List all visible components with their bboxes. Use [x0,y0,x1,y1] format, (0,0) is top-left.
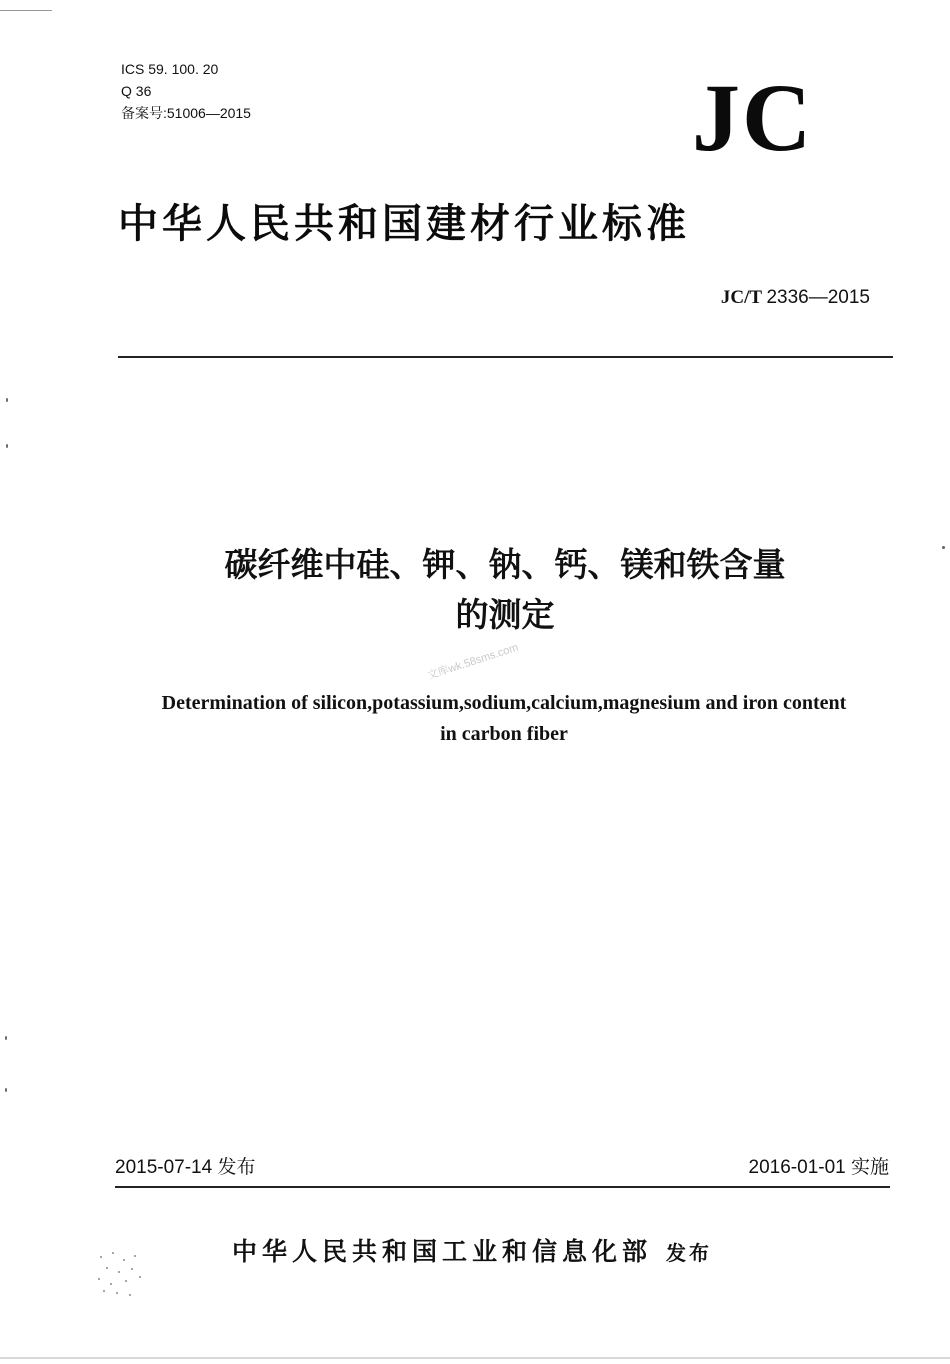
scan-speck [5,1088,7,1092]
implementation-date: 2016-01-01 实施 [748,1157,889,1178]
scan-speck [6,398,8,402]
issuing-authority [232,1232,712,1268]
scan-speck [6,444,8,448]
english-title-line-2: in carbon fiber [440,723,568,745]
footer-divider [115,1186,890,1188]
standard-number-prefix: JC/T [720,287,762,308]
chinese-title-line-1: 碳纤维中硅、钾、钠、钙、镁和铁含量 [224,545,786,584]
classification-block [121,58,251,124]
scan-speck [5,1036,7,1040]
record-number: 备案号:51006—2015 [121,105,251,121]
chinese-title-line-2: 的测定 [455,595,555,634]
scan-bottom-edge [0,1357,950,1359]
chinese-title [0,540,950,640]
jc-logo: JC [692,64,814,171]
scan-speck [942,546,945,549]
issue-date: 2015-07-14 发布 [115,1157,256,1178]
header-divider [118,356,893,358]
faint-stamp-marks [92,1250,150,1300]
english-title-line-1: Determination of silicon,potassium,sodium,calcium,magnesium and iron content [161,692,847,714]
ccs-code: Q 36 [121,83,152,99]
watermark-text: 文库wk.58sms.com [425,641,520,683]
issuer-name: 中华人民共和国工业和信息化部 [232,1237,653,1266]
english-title [100,688,908,750]
standard-number-value: 2336—2015 [766,287,870,308]
standard-number [721,287,870,309]
issuer-action: 发布 [666,1241,713,1265]
ics-code: ICS 59. 100. 20 [121,61,219,77]
standard-category-title: 中华人民共和国建材行业标准 [118,200,690,247]
scan-edge-mark [0,10,52,11]
